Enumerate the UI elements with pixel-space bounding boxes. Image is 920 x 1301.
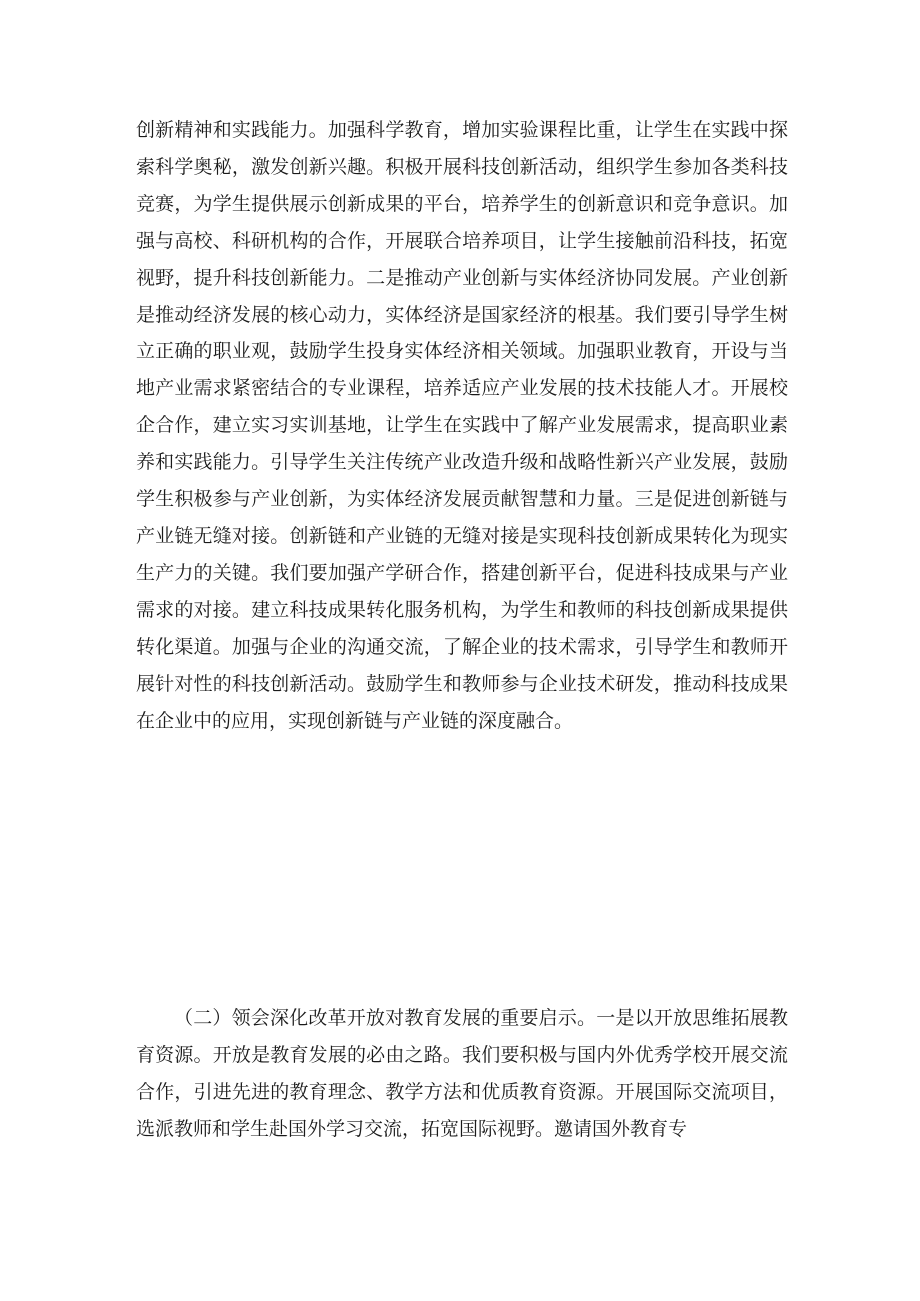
body-paragraph-2: （二）领会深化改革开放对教育发展的重要启示。一是以开放思维拓展教育资源。开放是教育发展的必由之路。我们要积极与国内外优秀学校开展交流合作，引进先进的教育理念、教学方法和优质教育资源。开展国际交流项目，选派教师和学生赴国外学习交流，拓宽国际视野。邀请国外教育专: [136, 1007, 788, 1140]
body-paragraph-1: 创新精神和实践能力。加强科学教育，增加实验课程比重，让学生在实践中探索科学奥秘，激发创新兴趣。积极开展科技创新活动，组织学生参加各类科技竞赛，为学生提供展示创新成果的平台，培养学生的创新意识和竞争意识。加强与高校、科研机构的合作，开展联合培养项目，让学生接触前沿科技，拓宽视野，提升科技创新能力。二是推动产业创新与实体经济协同发展。产业创新是推动经济发展的核心动力，实体经济是国家经济的根基。我们要引导学生树立正确的职业观，鼓励学生投身实体经济相关领域。加强职业教育，开设与当地产业需求紧密结合的专业课程，培养适应产业发展的技术技能人才。开展校企合作，建立实习实训基地，让学生在实践中了解产业发展需求，提高职业素养和实践能力。引导学生关注传统产业改造升级和战略性新兴产业发展，鼓励学生积极参与产业创新，为实体经济发展贡献智慧和力量。三是促进创新链与产业链无缝对接。创新链和产业链的无缝对接是实现科技创新成果转化为现实生产力的关键。我们要加强产学研合作，搭建创新平台，促进科技成果与产业需求的对接。建立科技成果转化服务机构，为学生和教师的科技创新成果提供转化渠道。加强与企业的沟通交流，了解企业的技术需求，引导学生和教师开展针对性的科技创新活动。鼓励学生和教师参与企业技术研发，推动科技成果在企业中的应用，实现创新链与产业链的深度融合。: [136, 119, 788, 732]
